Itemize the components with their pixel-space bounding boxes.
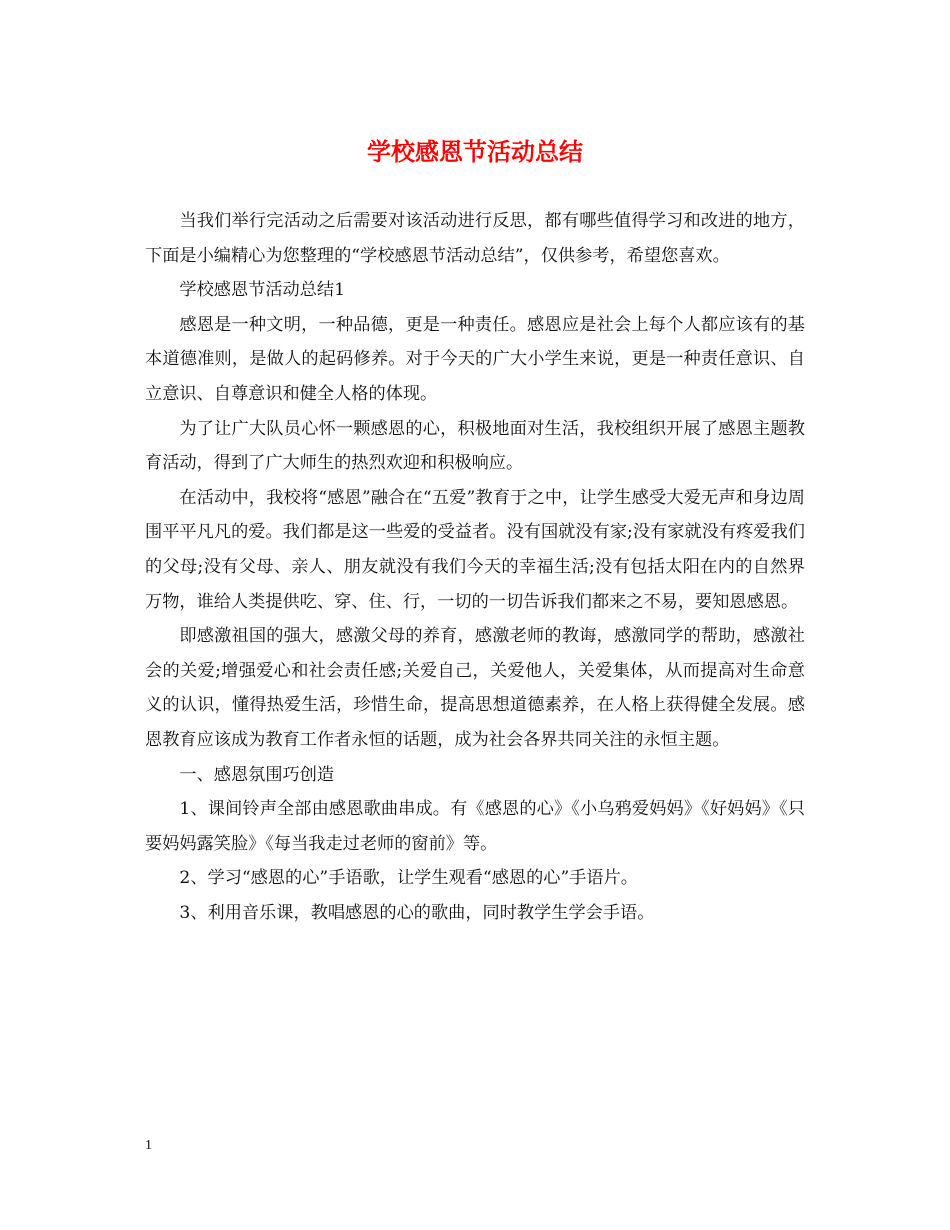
list-item: 1、课间铃声全部由感恩歌曲串成。有《感恩的心》《小乌鸦爱妈妈》《好妈妈》《只要妈妈露笑脸》《每当我走过老师的窗前》等。 [145, 799, 805, 854]
body-paragraph: 感恩是一种文明，一种品德，更是一种责任。感恩应是社会上每个人都应该有的基本道德准则，是做人的起码修养。对于今天的广大小学生来说，更是一种责任意识、自立意识、自尊意识和健全人格的体现。 [145, 314, 805, 404]
intro-paragraph: 当我们举行完活动之后需要对该活动进行反思，都有哪些值得学习和改进的地方，下面是小编精心为您整理的“学校感恩节活动总结”，仅供参考，希望您喜欢。 [145, 211, 805, 266]
page-number: 1 [145, 1138, 152, 1153]
list-item: 3、利用音乐课，教唱感恩的心的歌曲，同时教学生学会手语。 [179, 902, 655, 923]
body-paragraph: 为了让广大队员心怀一颗感恩的心，积极地面对生活，我校组织开展了感恩主题教育活动，得到了广大师生的热烈欢迎和积极响应。 [145, 418, 805, 474]
body-paragraph: 即感激祖国的强大，感激父母的养育，感激老师的教诲，感激同学的帮助，感激社会的关爱;增强爱心和社会责任感;关爱自己，关爱他人，关爱集体，从而提高对生命意义的认识，懂得热爱生活，珍惜生命，提高思想道德素养，在人格上获得健全发展。感恩教育应该成为教育工作者永恒的话题，成为社会各界共同关注的永恒主题。 [145, 626, 805, 750]
list-item: 2、学习“感恩的心”手语歌，让学生观看“感恩的心”手语片。 [179, 868, 638, 889]
subsection-heading: 一、感恩氛围巧创造 [179, 764, 335, 785]
body-paragraph: 在活动中，我校将“感恩”融合在“五爱”教育于之中，让学生感受大爱无声和身边周围平平凡凡的爱。我们都是这一些爱的受益者。没有国就没有家;没有家就没有疼爱我们的父母;没有父母、亲人、朋友就没有我们今天的幸福生活;没有包括太阳在内的自然界万物，谁给人类提供吃、穿、住、行，一切的一切告诉我们都来之不易，要知恩感恩。 [145, 487, 805, 612]
document-title: 学校感恩节活动总结 [367, 137, 583, 166]
document-body [145, 204, 805, 930]
section-heading: 学校感恩节活动总结1 [179, 280, 346, 301]
